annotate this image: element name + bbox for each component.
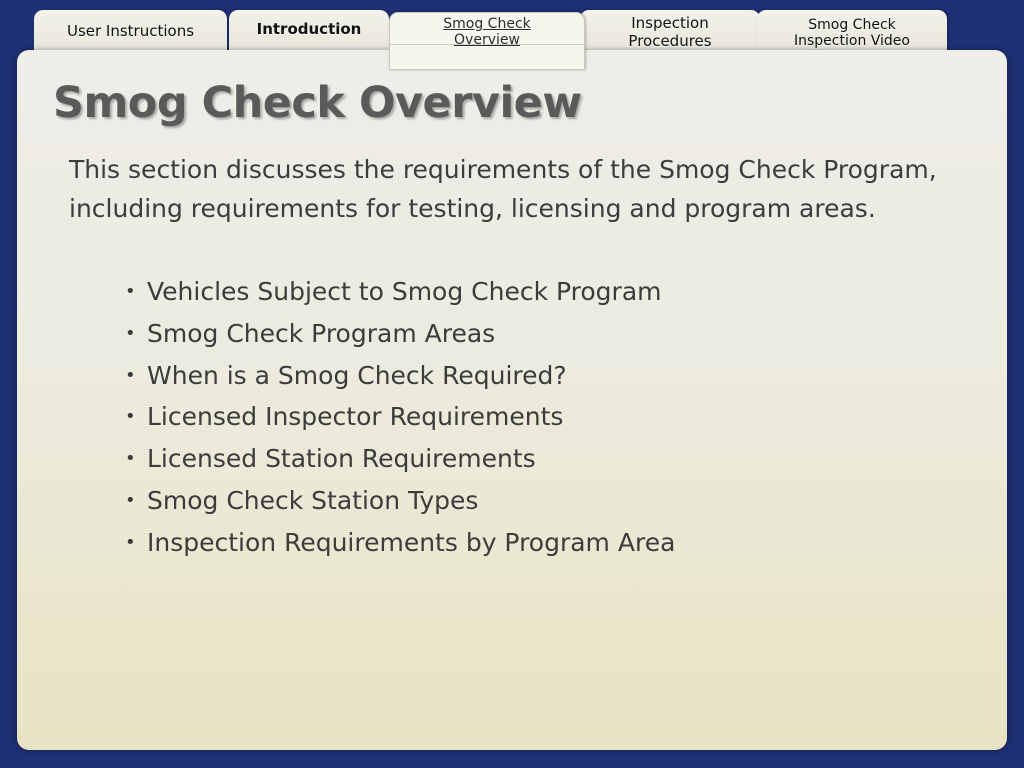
bullet-icon: •: [125, 322, 136, 344]
topic-item: [119, 480, 675, 522]
topic-item: [119, 355, 675, 397]
topic-item: [119, 438, 675, 480]
tab-introduction-label: Introduction: [256, 20, 362, 38]
topic-item: [119, 522, 675, 564]
tab-divider: [390, 44, 584, 45]
content-panel: [17, 50, 1007, 750]
bullet-icon: •: [125, 364, 136, 386]
intro-paragraph: This section discusses the requirements of the Smog Check Program, including requirements for testing, licensing and program areas.: [69, 155, 937, 223]
topic-label: Licensed Inspector Requirements: [147, 402, 564, 432]
topic-item: [119, 396, 675, 438]
tab-user-instructions-label: User Instructions: [66, 22, 195, 40]
topic-label: Licensed Station Requirements: [147, 444, 536, 474]
bullet-icon: •: [125, 489, 136, 511]
topic-item: [119, 313, 675, 355]
bullet-icon: •: [125, 406, 136, 428]
topic-label: Smog Check Program Areas: [147, 318, 496, 348]
tab-smog-check-overview-label: Smog Check Overview: [443, 16, 531, 48]
tab-smog-check-inspection-video-label: Smog Check Inspection Video: [794, 17, 910, 49]
topic-list: [119, 271, 675, 564]
page-title: Smog Check Overview: [53, 78, 582, 128]
topic-label: Smog Check Station Types: [147, 485, 479, 515]
topic-label: When is a Smog Check Required?: [147, 360, 567, 390]
bullet-icon: •: [125, 531, 136, 553]
topic-label: Inspection Requirements by Program Area: [147, 527, 676, 557]
tab-smog-check-overview[interactable]: [389, 12, 585, 70]
topic-item: [119, 271, 675, 313]
bullet-icon: •: [125, 448, 136, 470]
bullet-icon: •: [125, 281, 136, 302]
tab-inspection-procedures-label: Inspection Procedures: [628, 14, 712, 50]
topic-label: Vehicles Subject to Smog Check Program: [147, 277, 662, 306]
